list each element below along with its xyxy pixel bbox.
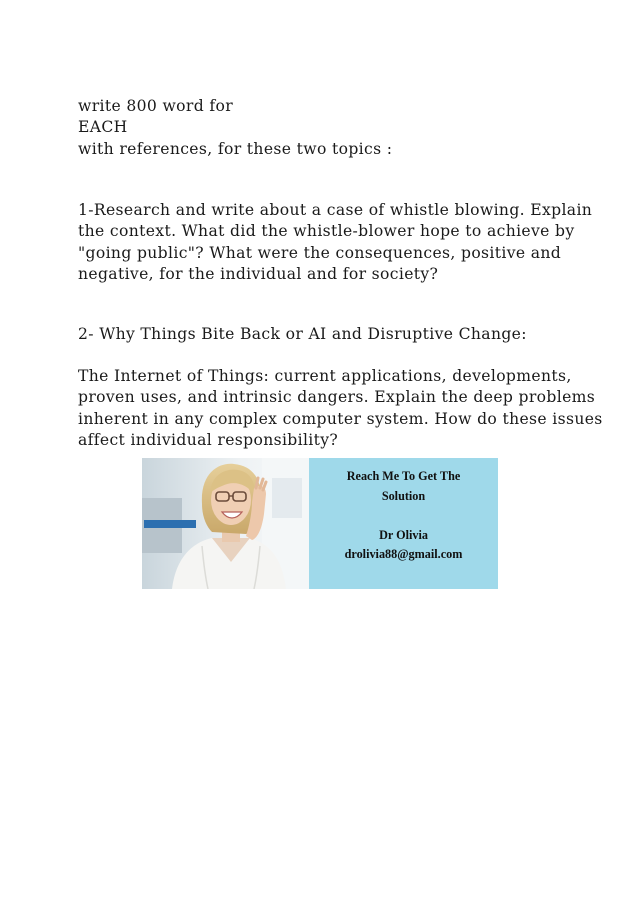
contact-card <box>309 458 498 589</box>
intro-line: write 800 word for <box>78 97 234 115</box>
intro-line: with references, for these two topics : <box>78 139 393 158</box>
topic-2-title <box>78 324 598 345</box>
topic-1-paragraph <box>78 200 598 285</box>
card-contact-name: Dr Olivia <box>379 528 428 542</box>
topic-2-paragraph <box>78 366 603 451</box>
woman-photo <box>142 458 309 589</box>
topic-1-line: 1-Research and write about a case of whistle blowing. Explain <box>78 201 593 219</box>
topic-2-line: affect individual responsibility? <box>78 430 339 449</box>
topic-2-title-text: 2- Why Things Bite Back or AI and Disruptive Change: <box>78 325 527 343</box>
card-contact-email: drolivia88@gmail.com <box>344 547 463 561</box>
intro-paragraph <box>78 96 598 160</box>
card-headline: Reach Me To Get The <box>346 469 461 483</box>
contact-banner <box>142 458 498 589</box>
topic-2-line: The Internet of Things: current applications, developments, <box>78 367 572 385</box>
woman-photo-illustration <box>142 458 309 589</box>
intro-line: EACH <box>78 118 128 137</box>
card-headline-solution: Solution <box>381 489 426 503</box>
topic-1-line: "going public"? What were the consequences, positive and <box>78 243 562 262</box>
topic-1-line: the context. What did the whistle-blower hope to achieve by <box>78 222 575 241</box>
topic-2-line: inherent in any complex computer system. How do these issues <box>78 409 603 428</box>
topic-1-line: negative, for the individual and for society? <box>78 264 439 283</box>
topic-2-line: proven uses, and intrinsic dangers. Explain the deep problems <box>78 388 596 407</box>
